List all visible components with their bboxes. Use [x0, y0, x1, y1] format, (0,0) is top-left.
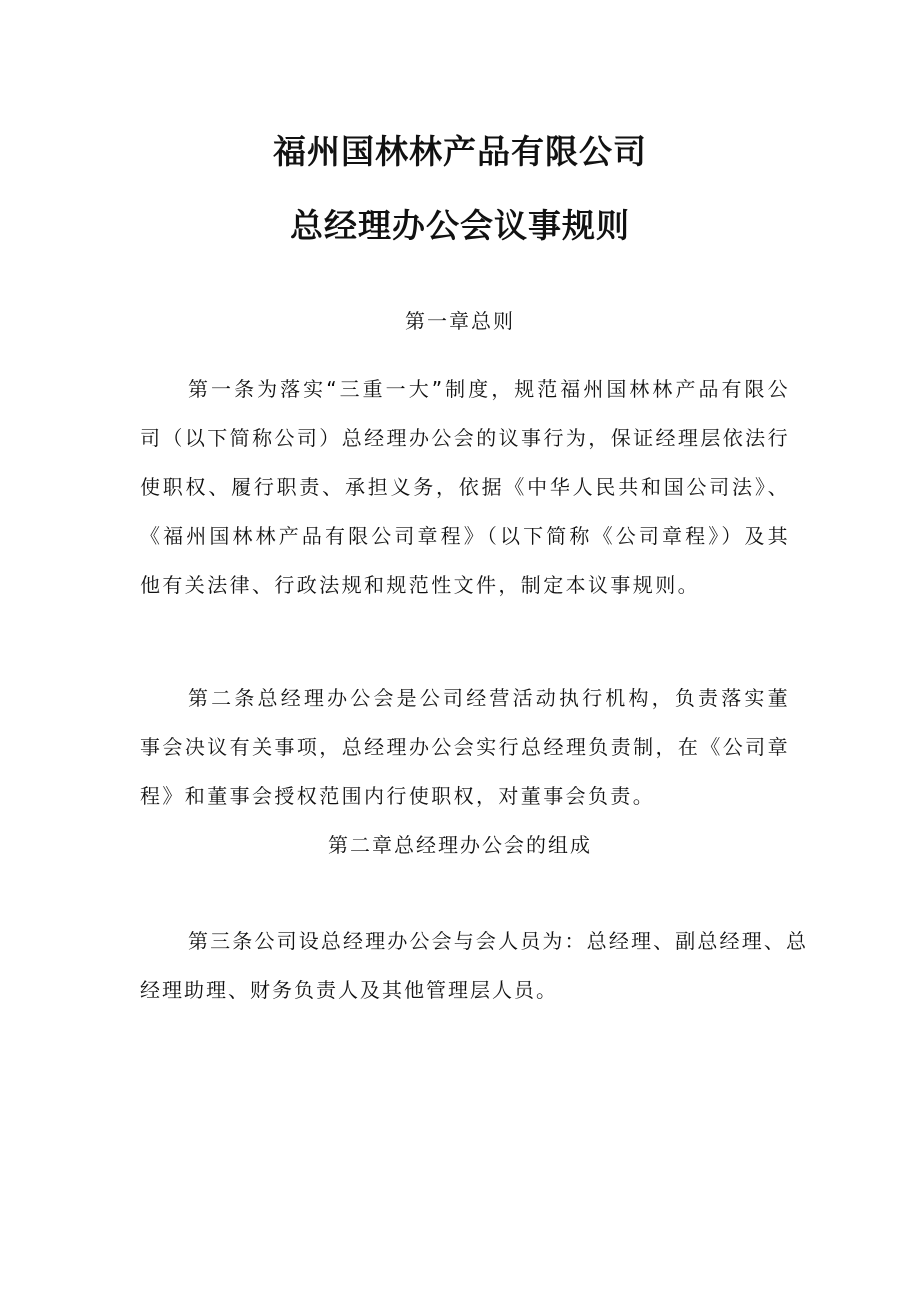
document-title-company: 福州国林林产品有限公司 [273, 132, 647, 171]
chapter-heading-composition: 第二章总经理办公会的组成 [328, 833, 592, 857]
article-3: 第三条公司设总经理办公会与会人员为：总经理、副总经理、总经理助理、财务负责人及其他管理层人员。 [140, 929, 808, 1002]
document-title-rules: 总经理办公会议事规则 [290, 206, 630, 245]
article-1: 第一条为落实“三重一大”制度，规范福州国林林产品有限公司（以下简称公司）总经理办公会的议事行为，保证经理层依法行使职权、履行职责、承担义务，依据《中华人民共和国公司法》、《福州国林林产品有限公司章程》（以下简称《公司章程》）及其他有关法律、行政法规和规范性文件，制定本议事规则。 [140, 377, 790, 597]
chapter-heading-general: 第一章总则 [405, 309, 515, 333]
article-2: 第二条总经理办公会是公司经营活动执行机构，负责落实董事会决议有关事项，总经理办公会实行总经理负责制，在《公司章程》和董事会授权范围内行使职权，对董事会负责。 [140, 686, 790, 808]
